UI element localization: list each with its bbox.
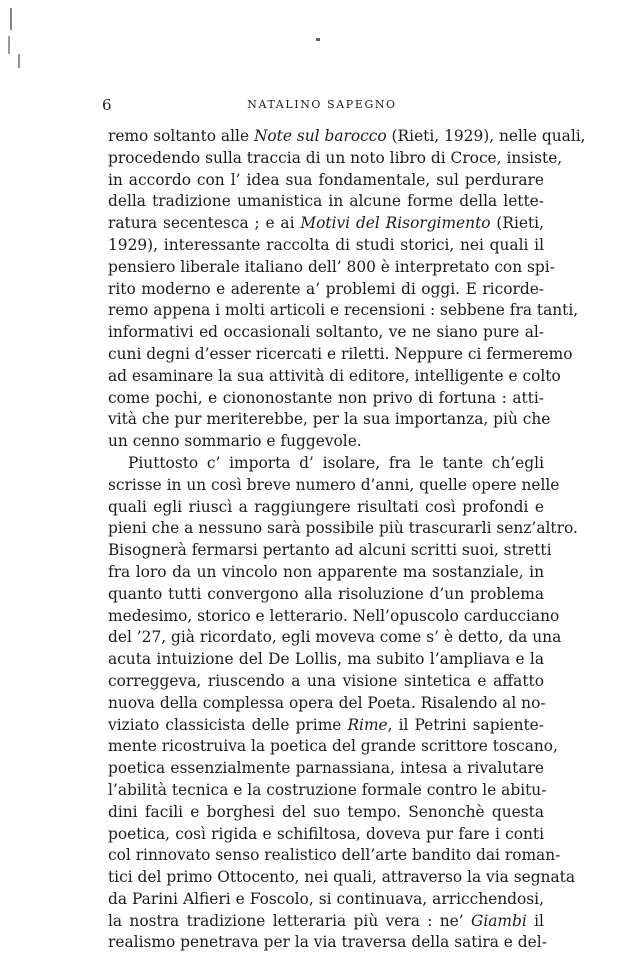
text-line (108, 409, 551, 431)
text-line (108, 540, 552, 562)
scan-artifact-mark (8, 36, 10, 54)
text-run: pieni che a nessuno sarà possibile più trascurarli senz’altro. (108, 519, 578, 538)
text-run: scrisse in un così breve numero d’anni, quelle opere nelle (108, 475, 560, 494)
italic-title: Motivi del Risorgimento (300, 214, 491, 233)
text-run: cuni degni d’esser ricercati e riletti. Neppure ci fermeremo (108, 344, 573, 363)
text-line (108, 802, 544, 824)
text-line (108, 627, 562, 649)
text-run: medesimo, storico e letterario. Nell’opuscolo carducciano (108, 606, 560, 625)
text-line (108, 475, 560, 497)
italic-title: Note sul barocco (253, 127, 387, 145)
text-run: Bisognerà fermarsi pertanto ad alcuni scritti suoi, stretti (108, 541, 552, 560)
paragraph (108, 126, 586, 453)
page-header (102, 96, 542, 116)
text-line (108, 322, 544, 344)
text-line (108, 606, 560, 628)
text-run: remo appena i molti articoli e recensioni : sebbene fra tanti, (108, 301, 579, 320)
text-run: del ’27, già ricordato, egli moveva come s’ è detto, da una (108, 628, 562, 647)
text-run: pensiero liberale italiano dell’ 800 è interpretato con spi- (108, 257, 555, 276)
text-line (108, 780, 547, 802)
text-run: ratura secentesca ; e ai (108, 214, 301, 233)
text-run: poetica, così rigida e schifiltosa, doveva pur fare i conti (108, 824, 544, 843)
text-line (108, 279, 544, 301)
text-run: Piuttosto c’ importa d’ isolare, fra le tante ch’egli (128, 453, 544, 472)
text-line (108, 649, 544, 671)
text-line (108, 344, 573, 366)
text-line (108, 148, 563, 170)
text-line (108, 388, 544, 410)
text-line (108, 758, 544, 780)
text-line (108, 671, 544, 693)
scan-artifact-mark (18, 54, 20, 68)
text-line (108, 715, 544, 737)
text-run: rito moderno e aderente a’ problemi di oggi. E ricorde- (108, 279, 544, 298)
text-line (108, 932, 547, 954)
text-run: realismo penetrava per la via traversa della satira e del- (108, 933, 547, 952)
text-run: correggeva, riuscendo a una visione sintetica e affatto (108, 671, 544, 690)
text-run: acuta intuizione del De Lollis, ma subito l’ampliava e la (108, 650, 544, 669)
text-run: remo soltanto alle (108, 127, 254, 145)
text-line (108, 911, 544, 933)
italic-title: Rime (347, 715, 388, 734)
text-run: l’abilità tecnica e la costruzione formale contro le abitu- (108, 780, 547, 799)
text-line (108, 867, 576, 889)
text-line (108, 824, 544, 846)
paragraph (108, 453, 578, 954)
text-line (108, 889, 544, 911)
text-line (108, 497, 544, 519)
text-line (108, 693, 544, 715)
page-number: 6 (102, 96, 112, 114)
text-run: il (526, 911, 544, 930)
italic-title: Giambi (471, 911, 527, 930)
text-run: poetica essenzialmente parnassiana, intesa a rivalutare (108, 759, 544, 778)
text-line (108, 518, 578, 540)
text-line (108, 126, 586, 148)
text-run: procedendo sulla traccia di un noto libro di Croce, insiste, (108, 148, 563, 167)
text-run: informativi ed occasionali soltanto, ve ne siano pure al- (108, 323, 544, 342)
text-line (108, 453, 544, 475)
text-run: viziato classicista delle prime (108, 715, 348, 734)
text-line (108, 845, 561, 867)
body-text (108, 126, 586, 954)
text-line (108, 191, 544, 213)
text-line (108, 257, 555, 279)
text-run: della tradizione umanistica in alcune forme della lette- (108, 192, 544, 211)
text-run: quali egli riuscì a raggiungere risultati così profondi e (108, 497, 544, 516)
text-run: fra loro da un vincolo non apparente ma sostanziale, in (108, 562, 544, 581)
text-line (108, 431, 544, 453)
running-head: NATALINO SAPEGNO (247, 98, 397, 111)
text-line (108, 300, 579, 322)
text-run: mente ricostruiva la poetica del grande scrittore toscano, (108, 737, 558, 756)
text-line (108, 562, 544, 584)
text-run: un cenno sommario e fuggevole. (108, 432, 362, 451)
text-run: , il Petrini sapiente- (387, 715, 544, 734)
text-run: (Rieti, (490, 214, 544, 233)
text-run: vità che pur meriterebbe, per la sua importanza, più che (108, 410, 551, 429)
text-run: col rinnovato senso realistico dell’arte bandito dai roman- (108, 846, 561, 865)
text-run: la nostra tradizione letteraria più vera : ne’ (108, 911, 472, 930)
text-run: in accordo con l’ idea sua fondamentale, sul perdurare (108, 170, 544, 189)
text-run: dini facili e borghesi del suo tempo. Senonchè questa (108, 802, 544, 821)
scan-artifact-mark (10, 8, 12, 30)
scan-artifact-mark (316, 38, 320, 41)
text-run: ad esaminare la sua attività di editore, intelligente e colto (108, 366, 561, 385)
text-line (108, 170, 544, 192)
text-run: come pochi, e ciononostante non privo di fortuna : atti- (108, 388, 544, 407)
text-run: tici del primo Ottocento, nei quali, attraverso la via segnata (108, 868, 576, 887)
text-run: nuova della complessa opera del Poeta. Risalendo al no- (108, 693, 546, 712)
text-line (108, 736, 558, 758)
text-run: (Rieti, 1929), nelle quali, (386, 127, 586, 145)
text-line (108, 235, 544, 257)
text-run: 1929), interessante raccolta di studi storici, nei quali il (108, 235, 544, 254)
text-line (108, 584, 544, 606)
text-line (108, 213, 544, 235)
text-run: da Parini Alfieri e Foscolo, si continuava, arricchendosi, (108, 889, 544, 908)
text-run: quanto tutti convergono alla risoluzione d’un problema (108, 584, 544, 603)
text-line (108, 366, 561, 388)
